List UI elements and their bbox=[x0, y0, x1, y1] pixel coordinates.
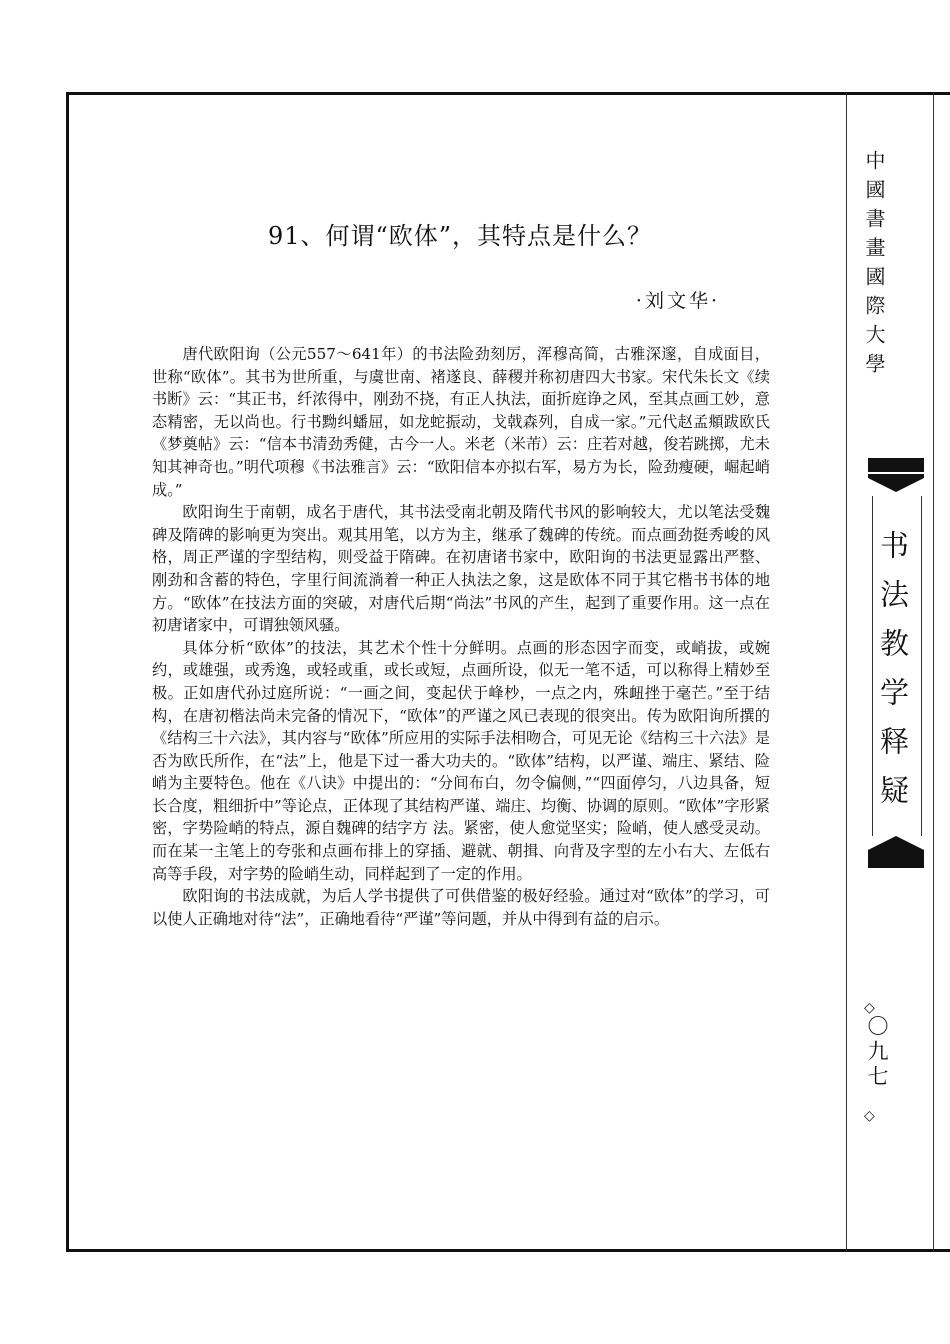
diamond-top-icon: ◇ bbox=[864, 1000, 875, 1016]
series-bottom-ornament bbox=[868, 836, 924, 854]
paragraph-2: 欧阳询生于南朝，成名于唐代，其书法受南北朝及隋代书风的影响较大，尤以笔法受魏碑及隋碑的影响更为突出。观其用笔，以方为主，继承了魏碑的传统。而点画劲挺秀峻的风格，周正严谨的字型结构，则受益于隋碑。在初唐诸书家中，欧阳询的书法更显露出严整、刚劲和含蓄的特色，字里行间流淌着一种正人执法之象，这是欧体不同于其它楷书书体的地方。“欧体”在技法方面的突破，对唐代后期“尚法”书风的产生，起到了重要作用。这一点在初唐诸家中，可谓独领风骚。 bbox=[152, 503, 770, 635]
university-name: 中國書畫國際大學 bbox=[862, 150, 886, 382]
article-body bbox=[152, 343, 770, 930]
diamond-bottom-icon: ◇ bbox=[864, 1108, 875, 1124]
paragraph-3: 具体分析“欧体”的技法，其艺术个性十分鲜明。点画的形态因字而变，或峭拔，或婉约，或雄强，或秀逸，或轻或重，或长或短，点画所设，似无一笔不适，可以称得上精妙至极。正如唐代孙过庭所说：“一画之间，变起伏于峰杪，一点之内，殊衄挫于毫芒。”至于结构，在唐初楷法尚未完备的情况下，“欧体”的严谨之风已表现的很突出。传为欧阳询所撰的《结构三十六法》，其内容与“欧体”所应用的实际手法相吻合，可见无论《结构三十六法》是否为欧氏所作，在“法”上，他是下过一番大功夫的。“欧体”结构，以严谨、端庄、紧结、险峭为主要特色。他在《八诀》中提出的：“分间布白，勿令偏侧，”“四面停匀，八边具备，短长合度，粗细折中”等论点，正体现了其结构严谨、端庄、均衡、协调的原则。“欧体”字形紧密，字势险峭的特点，源自魏碑的结字方 法。紧密，使人愈觉坚实；险峭，使人感受灵动。而在某一主笔上的夸张和点画布排上的穿插、避就、朝揖、向背及字型的左小右大、左低右高等手段，对字势的险峭生动，同样起到了一定的作用。 bbox=[152, 638, 770, 883]
series-title: 书法教学释疑 bbox=[876, 530, 910, 824]
margin-outer-line bbox=[933, 92, 934, 1252]
paragraph-1: 唐代欧阳询（公元557～641年）的书法险劲刻厉，浑穆高简，古雅深邃，自成面目，世称“欧体”。其书为世所重，与虞世南、褚遂良、薛稷并称初唐四大书家。宋代朱长文《续书断》云：“其正书，纤浓得中，刚劲不挠，有正人执法，面折庭诤之风，至其点画工妙，意态精密，无以尚也。行书黝纠蟠屈，如龙蛇振动，戈戟森列，自成一家。”元代赵孟頫跋欧氏《梦奠帖》云：“信本书清劲秀健，古今一人。米老（米芾）云：庄若对越，俊若跳掷，尤未知其神奇也。”明代项穆《书法雅言》云：“欧阳信本亦拟右军，易方为长，险劲瘦硬，崛起峭成。” bbox=[152, 345, 770, 499]
article-author: ·刘文华· bbox=[635, 290, 720, 312]
paragraph-4: 欧阳询的书法成就，为后人学书提供了可供借鉴的极好经验。通过对“欧体”的学习，可以使人正确地对待“法”，正确地看待“严谨”等问题，并从中得到有益的启示。 bbox=[152, 887, 770, 928]
margin-divider-line bbox=[846, 92, 847, 1252]
page-number: 〇九七 bbox=[865, 1015, 889, 1090]
series-bottom-bar bbox=[868, 854, 924, 868]
article-title: 91、何谓“欧体”，其特点是什么？ bbox=[267, 222, 653, 250]
series-top-bar bbox=[868, 458, 924, 472]
series-top-ornament bbox=[868, 474, 924, 492]
